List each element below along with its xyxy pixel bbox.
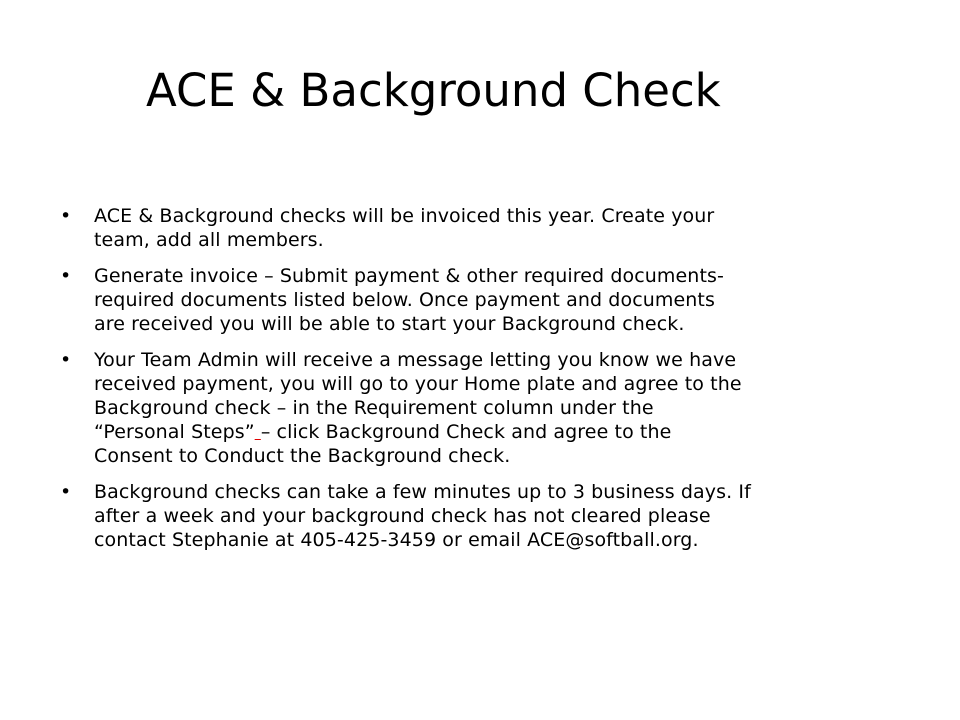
bullet-line: after a week and your background check has not cleared please (94, 505, 711, 527)
bullet-line: contact Stephanie at 405-425-3459 or email ACE@softball.org. (94, 529, 699, 551)
bullet-dot-icon: • (60, 349, 72, 371)
slide-title: ACE & Background Check (146, 64, 721, 117)
bullet-item-processing-time (60, 480, 890, 552)
bullet-line (94, 420, 890, 444)
bullet-line: are received you will be able to start your Background check. (94, 313, 685, 335)
bullet-line: received payment, you will go to your Home plate and agree to the (94, 373, 742, 395)
bullet-line: Background checks can take a few minutes up to 3 business days. If (94, 481, 751, 503)
bullet-item-generate-invoice (60, 264, 890, 336)
bullet-line: Your Team Admin will receive a message letting you know we have (94, 349, 737, 371)
bullet-item-team-admin (60, 348, 890, 468)
personal-steps-text: “Personal Steps” (94, 421, 255, 443)
bullet-list (60, 204, 890, 564)
bullet-dot-icon: • (60, 481, 72, 503)
bullet-line: ACE & Background checks will be invoiced this year. Create your (94, 205, 715, 227)
bullet-dot-icon: • (60, 265, 72, 287)
bullet-line: Background check – in the Requirement column under the (94, 397, 654, 419)
bullet-line: required documents listed below. Once payment and documents (94, 289, 715, 311)
background-check-instruction: – click Background Check and agree to the (260, 421, 672, 443)
bullet-line: team, add all members. (94, 229, 324, 251)
bullet-line: Consent to Conduct the Background check. (94, 445, 511, 467)
bullet-line: Generate invoice – Submit payment & other required documents- (94, 265, 724, 287)
bullet-item-invoice (60, 204, 890, 252)
bullet-dot-icon: • (60, 205, 72, 227)
